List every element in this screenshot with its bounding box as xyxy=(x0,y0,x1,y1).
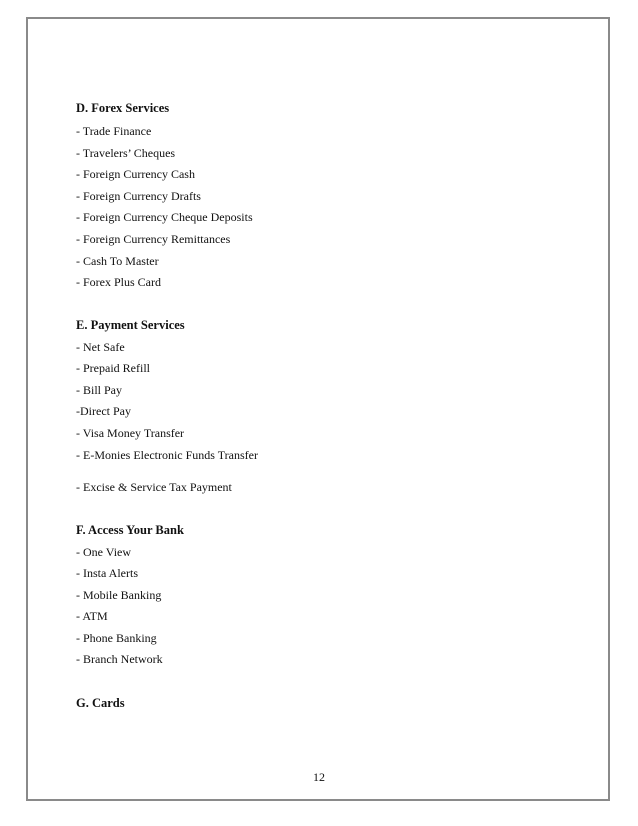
list-item: - Foreign Currency Cash xyxy=(76,167,195,181)
list-item: - Insta Alerts xyxy=(76,566,138,580)
list-item: - Excise & Service Tax Payment xyxy=(76,480,232,494)
list-item: - Forex Plus Card xyxy=(76,275,161,289)
list-item: - Foreign Currency Drafts xyxy=(76,189,201,203)
list-item: - Bill Pay xyxy=(76,383,123,397)
list-item: - Trade Finance xyxy=(76,124,152,138)
page-number: 12 xyxy=(313,770,325,784)
list-item: - Foreign Currency Remittances xyxy=(76,232,231,246)
list-item: - ATM xyxy=(76,609,108,623)
list-item: - One View xyxy=(76,545,132,559)
list-item: - Mobile Banking xyxy=(76,588,162,602)
list-item: - Phone Banking xyxy=(76,631,157,645)
list-item: - Visa Money Transfer xyxy=(76,426,185,440)
list-item: - Cash To Master xyxy=(76,254,159,268)
list-item: - Foreign Currency Cheque Deposits xyxy=(76,210,253,224)
section-heading-forex-services: D. Forex Services xyxy=(76,101,170,115)
list-item: - Prepaid Refill xyxy=(76,361,150,375)
list-item: -Direct Pay xyxy=(76,404,131,418)
list-item: - Travelers’ Cheques xyxy=(76,146,176,160)
list-item: - Net Safe xyxy=(76,340,125,354)
list-item: - E-Monies Electronic Funds Transfer xyxy=(76,448,258,462)
section-heading-access-your-bank: F. Access Your Bank xyxy=(76,523,184,537)
section-heading-cards: G. Cards xyxy=(76,696,125,710)
list-item: - Branch Network xyxy=(76,652,163,666)
section-heading-payment-services: E. Payment Services xyxy=(76,318,185,332)
